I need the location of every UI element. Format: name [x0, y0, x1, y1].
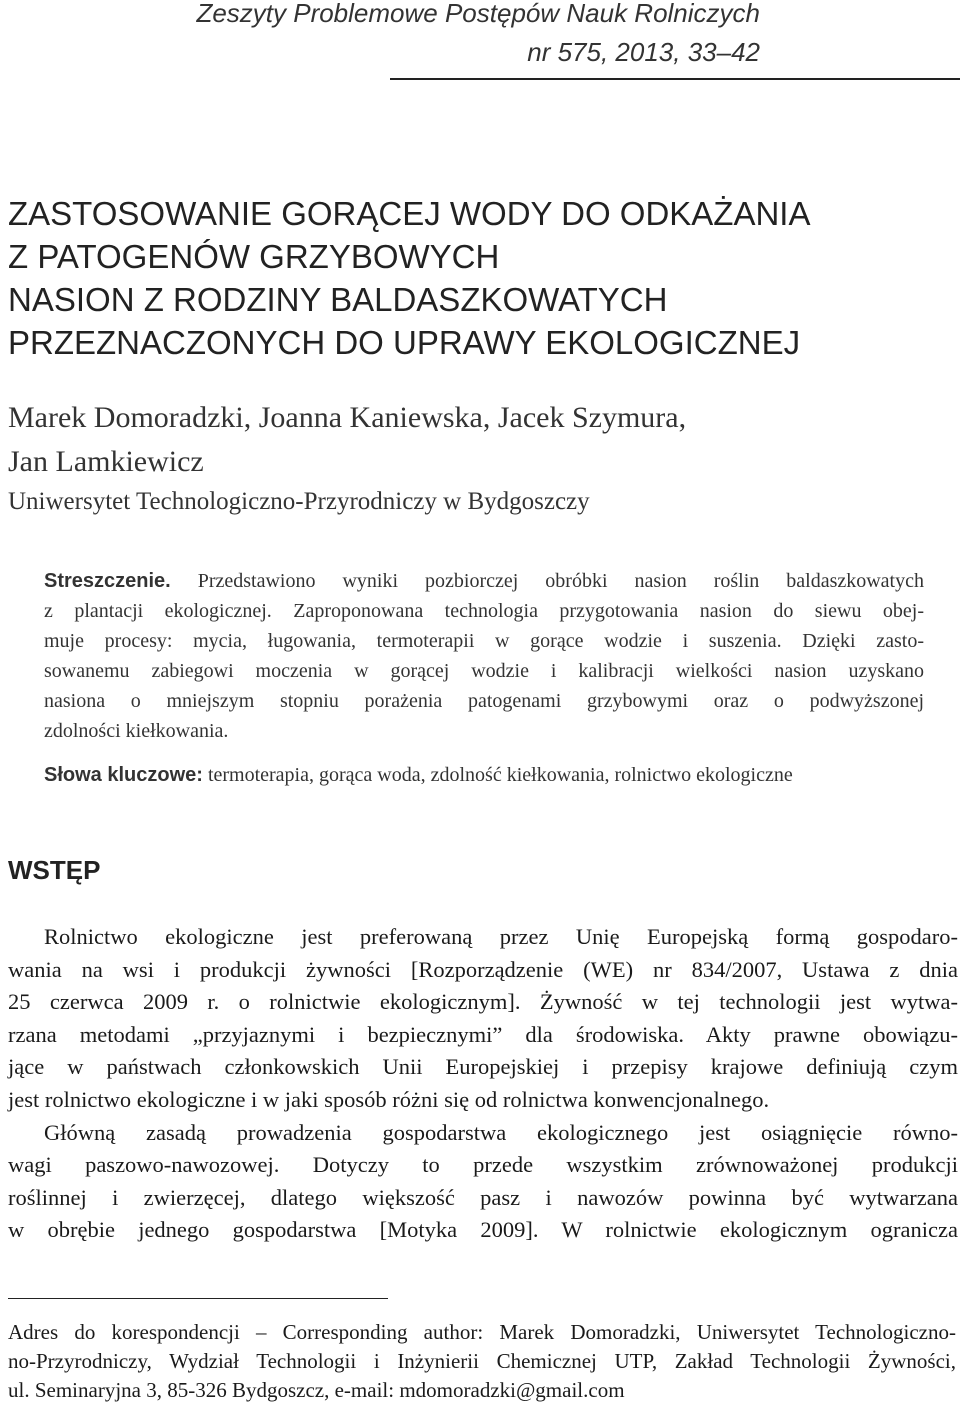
journal-issue: nr 575, 2013, 33–42	[527, 37, 760, 67]
body-text	[8, 921, 958, 1247]
body-line: Główną zasadą prowadzenia gospodarstwa ekologicznego jest osiągnięcie równo-	[44, 1119, 958, 1145]
abstract-line: zdolności kiełkowania.	[44, 720, 229, 742]
title-line: NASION Z RODZINY BALDASZKOWATYCH	[8, 281, 668, 318]
footnote-line: Adres do korespondencji – Corresponding author: Marek Domoradzki, Uniwersytet Technologiczno-	[8, 1320, 956, 1344]
abstract-text: Przedstawiono wyniki pozbiorczej obróbki nasion roślin baldaszkowatych	[170, 570, 924, 592]
keywords	[44, 760, 960, 790]
author-line: Jan Lamkiewicz	[8, 445, 204, 478]
body-line: jące w państwach członkowskich Unii Europejskiej i przepisy krajowe definiują czym	[8, 1054, 958, 1080]
keywords-text: termoterapia, gorąca woda, zdolność kiełkowania, rolnictwo ekologiczne	[202, 764, 793, 786]
title-line: Z PATOGENÓW GRZYBOWYCH	[8, 238, 500, 275]
body-line: Rolnictwo ekologiczne jest preferowaną przez Unię Europejską formą gospodaro-	[44, 924, 958, 949]
body-line: rzana metodami „przyjaznymi i bezpiecznymi” dla środowiska. Akty prawne obowiązu-	[8, 1021, 958, 1047]
body-line: roślinnej i zwierzęcej, dlatego większość pasz i nawozów powinna być wytwarzana	[8, 1184, 958, 1210]
abstract-line: muje procesy: mycia, ługowania, termoterapii w gorące wodzie i suszenia. Dzięki zasto-	[44, 630, 924, 652]
body-line: w obrębie jednego gospodarstwa [Motyka 2009]. W rolnictwie ekologicznym ogranicza	[8, 1217, 958, 1243]
body-line: jest rolnictwo ekologiczne i w jaki sposób różni się od rolnictwa konwencjonalnego.	[8, 1086, 770, 1112]
footnote-rule	[8, 1298, 388, 1299]
header-rule	[390, 78, 960, 80]
body-line: wagi paszowo-nawozowej. Dotyczy to przede wszystkim zrównoważonej produkcji	[8, 1152, 958, 1178]
section-heading: WSTĘP	[8, 855, 101, 885]
body-line: wania na wsi i produkcji żywności [Rozporządzenie (WE) nr 834/2007, Ustawa z dnia	[8, 956, 958, 982]
keywords-label: Słowa kluczowe:	[44, 764, 203, 786]
journal-name: Zeszyty Problemowe Postępów Nauk Rolniczych	[196, 0, 760, 28]
abstract-label: Streszczenie.	[44, 570, 171, 592]
footnote-line: no-Przyrodniczy, Wydział Technologii i Inżynierii Chemicznej UTP, Zakład Technologii Żywności,	[8, 1349, 956, 1373]
body-line: 25 czerwca 2009 r. o rolnictwie ekologicznym]. Żywność w tej technologii jest wytwa-	[8, 989, 958, 1015]
abstract-line: sowanemu zabiegowi moczenia w gorącej wodzie i kalibracji wielkości nasion uzyskano	[44, 660, 924, 682]
author-line: Marek Domoradzki, Joanna Kaniewska, Jacek Szymura,	[8, 401, 687, 434]
paper-title	[8, 192, 948, 364]
author-list	[8, 396, 948, 484]
correspondence-footnote	[8, 1318, 956, 1405]
abstract	[44, 566, 924, 746]
abstract-line	[44, 566, 924, 596]
footnote-line: ul. Seminaryjna 3, 85-326 Bydgoszcz, e-mail: mdomoradzki@gmail.com	[8, 1378, 625, 1402]
abstract-line: z plantacji ekologicznej. Zaproponowana technologia przygotowania nasion do siewu obej-	[44, 600, 924, 622]
title-line: PRZEZNACZONYCH DO UPRAWY EKOLOGICZNEJ	[8, 324, 801, 361]
abstract-line: nasiona o mniejszym stopniu porażenia patogenami grzybowymi oraz o podwyższonej	[44, 690, 924, 712]
title-line: ZASTOSOWANIE GORĄCEJ WODY DO ODKAŻANIA	[8, 195, 811, 232]
affiliation: Uniwersytet Technologiczno-Przyrodniczy w Bydgoszczy	[8, 488, 590, 515]
